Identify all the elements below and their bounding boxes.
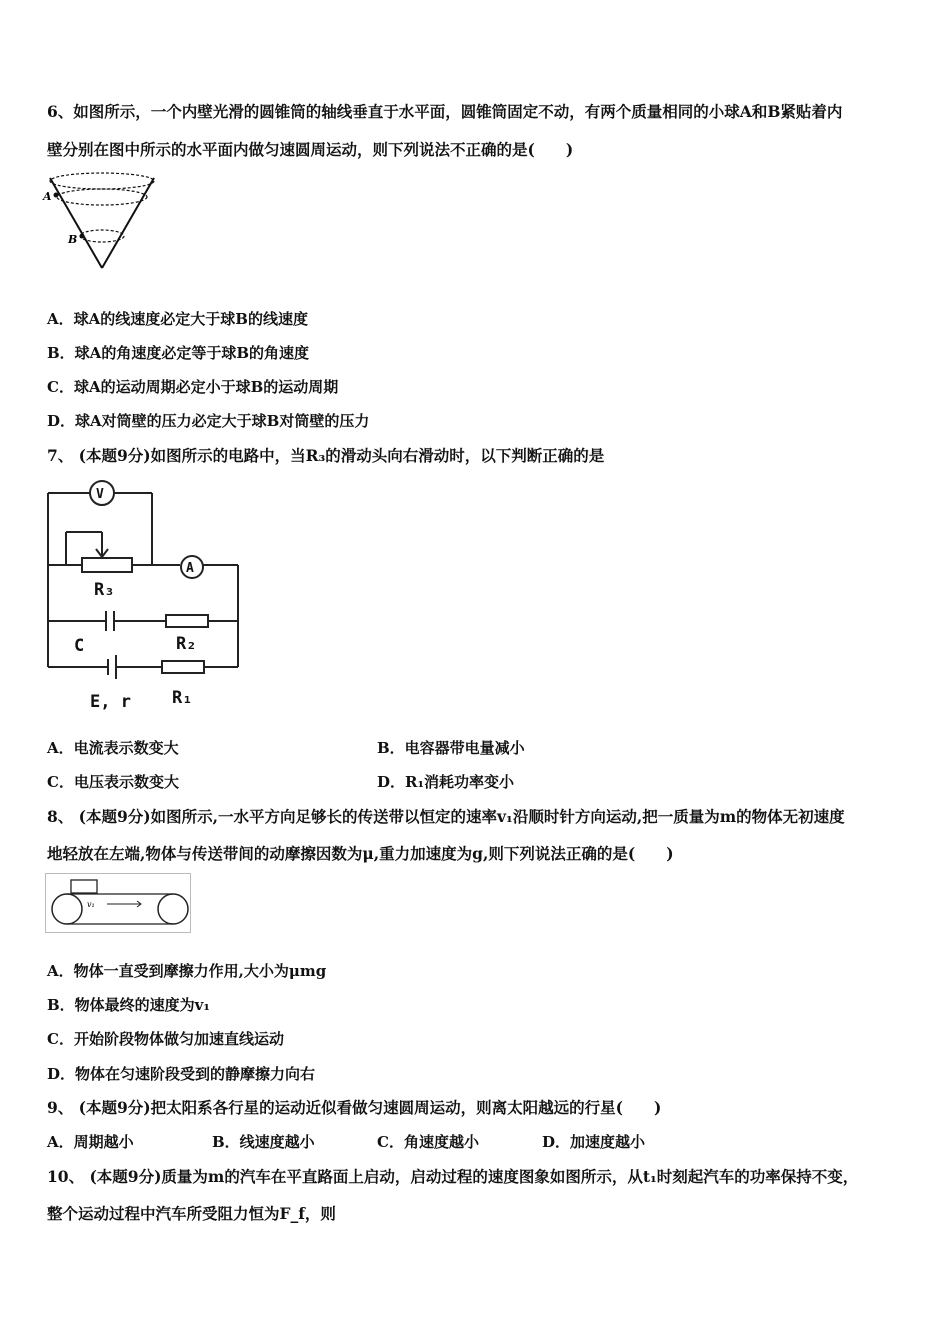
q6-option-d: D．球A对筒壁的压力必定大于球B对筒壁的压力 [47,412,370,430]
q6-stem-line1: 6、如图所示，一个内壁光滑的圆锥筒的轴线垂直于水平面，圆锥筒固定不动，有两个质量相同的小球A和B紧贴着内 [47,102,843,121]
q7-option-c: C．电压表示数变大 [47,773,179,791]
q9-stem-line1: 9、 (本题9分)把太阳系各行星的运动近似看做匀速圆周运动，则离太阳越远的行星( ) [47,1098,662,1117]
conveyor-figure [45,873,191,933]
c-label: C [74,636,85,656]
q7-option-d: D．R₁消耗功率变小 [377,773,515,791]
q6-option-b: B．球A的角速度必定等于球B的角速度 [47,344,309,362]
q8-option-a: A．物体一直受到摩擦力作用,大小为μmg [47,962,327,980]
q7-option-b: B．电容器带电量减小 [377,739,525,757]
ball-b [80,234,85,239]
q8-stem-line2: 地轻放在左端,物体与传送带间的动摩擦因数为μ,重力加速度为g,则下列说法正确的是( ) [47,844,674,863]
q7-option-a: A．电流表示数变大 [47,739,179,757]
cone-right-edge [102,178,154,268]
r3-label: R₃ [94,580,115,600]
q6-option-a: A．球A的线速度必定大于球B的线速度 [47,310,308,328]
resistor-r3 [82,558,132,572]
cone-rim [50,173,154,189]
q6-stem-line2: 壁分别在图中所示的水平面内做匀速圆周运动，则下列说法不正确的是( ) [47,140,574,159]
cone-left-edge [50,178,102,268]
q8-option-d: D．物体在匀速阶段受到的静摩擦力向右 [47,1065,316,1083]
circuit-figure [44,477,244,717]
q7-stem-line1: 7、 (本题9分)如图所示的电路中，当R₃的滑动头向右滑动时，以下判断正确的是 [47,446,605,465]
block [71,880,97,893]
q6-option-c: C．球A的运动周期必定小于球B的运动周期 [47,378,339,396]
q8-stem-line1: 8、 (本题9分)如图所示,一水平方向足够长的传送带以恒定的速率v₁沿顺时针方向运动,把一质量为m的物体无初速度 [47,807,845,826]
q8-option-b: B．物体最终的速度为v₁ [47,996,210,1014]
cone-figure [42,170,162,272]
q9-option-c: C．角速度越小 [377,1133,479,1151]
label-b: B [68,233,78,246]
label-a: A [43,190,52,203]
er-label: E, r [90,692,131,712]
q8-option-c: C．开始阶段物体做匀加速直线运动 [47,1030,284,1048]
ammeter-label: A [186,561,194,576]
r1-label: R₁ [172,688,193,708]
left-roller [52,894,82,924]
right-roller [158,894,188,924]
q9-option-b: B．线速度越小 [212,1133,315,1151]
voltmeter-label: V [96,487,104,502]
orbit-a [57,189,147,205]
q10-stem-line2: 整个运动过程中汽车所受阻力恒为F_f，则 [47,1204,336,1223]
q9-option-a: A．周期越小 [47,1133,134,1151]
ball-a [54,193,59,198]
resistor-r1 [162,661,204,673]
v1-label: v₁ [87,900,95,909]
q9-option-d: D．加速度越小 [542,1133,646,1151]
q10-stem-line1: 10、 (本题9分)质量为m的汽车在平直路面上启动，启动过程的速度图象如图所示，从t₁时刻起汽车的功率保持不变， [47,1167,859,1186]
resistor-r2 [166,615,208,627]
r2-label: R₂ [176,634,197,654]
